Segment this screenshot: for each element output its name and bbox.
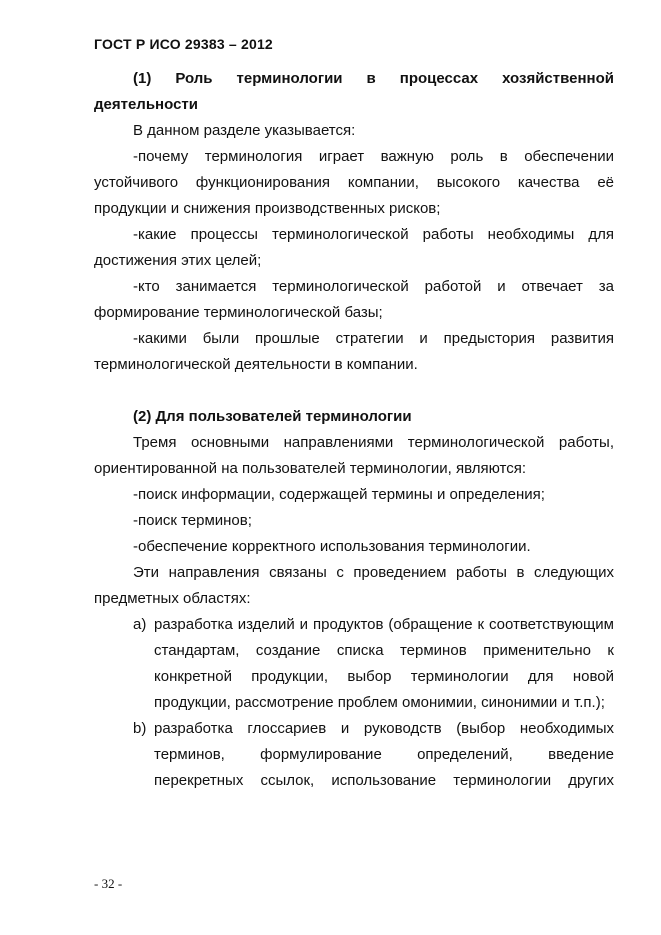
- section2-item-1: -поиск информации, содержащей термины и определения;: [133, 486, 545, 503]
- section1-item-2: -какие процессы терминологической работы необходимы для достижения этих целей;: [94, 226, 614, 269]
- section1-heading: (1) Роль терминологии в процессах хозяйственной деятельности: [94, 70, 614, 113]
- section1-item-1: -почему терминология играет важную роль в обеспечении устойчивого функционирования компании, высокого качества её продукции и снижения производственных рисков;: [94, 148, 614, 217]
- area-marker-a: a): [133, 616, 147, 633]
- section2-intro: Тремя основными направлениями терминологической работы, ориентированной на пользователей терминологии, являются:: [94, 434, 614, 477]
- area-item-b: [94, 716, 614, 794]
- section-spacer: [94, 378, 614, 404]
- area-text-b: разработка глоссариев и руководств (выбор необходимых терминов, формулирование определений, введение перекретных ссылок, использование терминологии других: [154, 720, 614, 789]
- section2-item-3: -обеспечение корректного использования терминологии.: [133, 538, 531, 555]
- section2-item-2: -поиск терминов;: [133, 512, 252, 529]
- document-header: ГОСТ Р ИСО 29383 – 2012: [94, 36, 273, 52]
- section2-areas-intro: Эти направления связаны с проведением работы в следующих предметных областях:: [94, 564, 614, 607]
- section1-item-4: -какими были прошлые стратегии и предыстория развития терминологической деятельности в компании.: [94, 330, 614, 373]
- section1-heading-line1: [94, 66, 614, 118]
- section1-intro: В данном разделе указывается:: [133, 122, 356, 139]
- section1-item-3: -кто занимается терминологической работой и отвечает за формирование терминологической базы;: [94, 278, 614, 321]
- document-body: [94, 66, 614, 794]
- area-marker-b: b): [133, 720, 147, 737]
- area-text-a: разработка изделий и продуктов (обращение к соответствующим стандартам, создание списка терминов применительно к конкретной продукции, выбор терминологии для новой продукции, рассмотрение проблем омонимии, синонимии и т.п.);: [154, 616, 614, 711]
- area-item-a: [94, 612, 614, 716]
- page-number: - 32 -: [94, 876, 123, 891]
- section2-heading: (2) Для пользователей терминологии: [133, 408, 412, 425]
